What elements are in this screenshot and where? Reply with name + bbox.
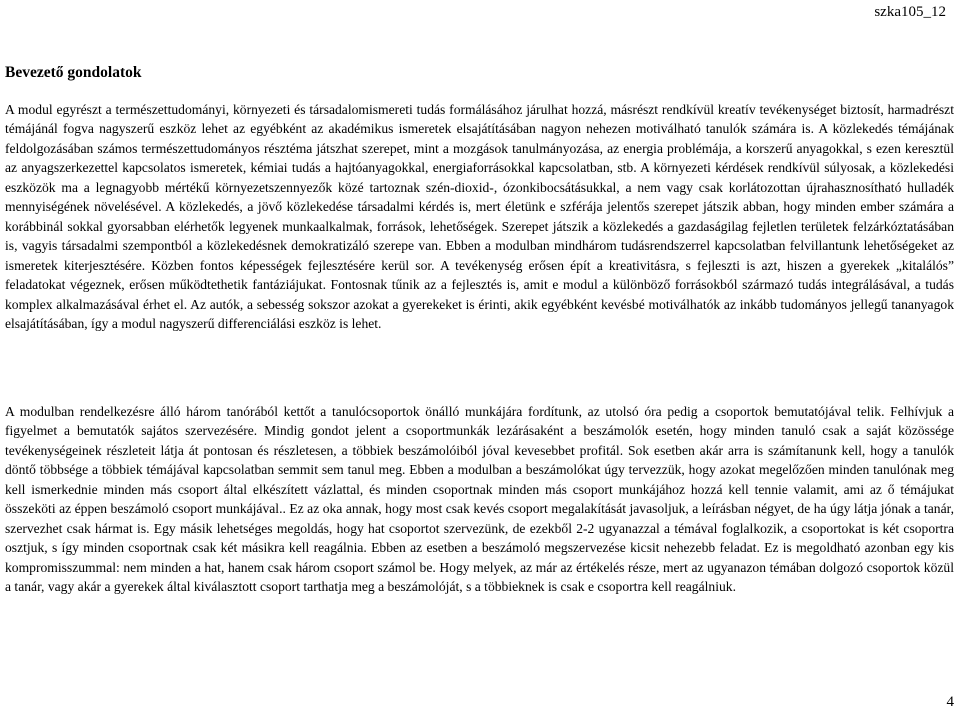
methods-paragraph: A modulban rendelkezésre álló három tanórából kettőt a tanulócsoportok önálló munkájára fordítunk, az utolsó óra pedig a csoportok bemutatójával telik. Felhívjuk a figyelmet a bemutatók sajátos szervezésére. Mindig gondot jelent a csoportmunkák lezárásaként a beszámolók esetén, hogy minden tanuló csak a saját közössége tevékenységeinek részleteit látja át pontosan és részletesen, a többiek beszámolóiból jóval kevesebbet profitál. Sok esetben akár arra is számítanunk kell, hogy a tanulók döntő többsége a többiek témájával kapcsolatban semmit sem tanul meg. Ebben a modulban a beszámolókat úgy tervezzük, hogy azokat megelőzően minden tanulónak meg kell ismerkednie minden más csoport által elkészített vázlattal, és minden csoportnak minden más csoport munkájához hozzá kell tennie valamit, ami az ő témájukat összeköti az éppen beszámoló csoport munkájával.. Ez az oka annak, hogy most csak kevés csoport megalakítását javasoljuk, a leírásban négyet, de ha úgy látja jónak a tanár, szervezhet csak hármat is. Egy másik lehetséges megoldás, hogy hat csoportot szervezünk, de ezekből 2-2 ugyanazzal a témával foglalkozik, a csoportokat is két csoportra osztjuk, s így minden csoportnak csak két másikra kell reagálnia. Ebben az esetben a beszámoló megszervezése kicsit nehezebb feladat. Ez is megoldható azonban egy kis kompromisszummal: nem minden a hat, hanem csak három csoport számol be. Hogy melyek, az már az értékelés része, mert az ugyanazon témában dolgozó csoportok közül a tanár, vagy akár a gyerekek által kiválasztott csoport tarthatja meg a beszámolóját, s a többieknek is csak e csoportra kell reagálniuk. xyxy=(5,404,954,595)
document-id: szka105_12 xyxy=(874,4,946,20)
section-title: Bevezető gondolatok xyxy=(5,64,142,81)
intro-paragraph: A modul egyrészt a természettudományi, környezeti és társadalomismereti tudás formálásához járulhat hozzá, másrészt rendkívül kreatív tevékenységet biztosít, harmadrészt témájánál fogva nagyszerű eszköz lehet az egyébként az akadémikus ismeretek elsajátításában nagyon nehezen motiválható tanulók számára is. A közlekedés témájának feldolgozásában számos természettudományos résztéma játszhat szerepet, mint a mozgások tanulmányozása, az energia problémája, a korszerű anyagokkal, s ezen keresztül az anyagszerkezettel kapcsolatos ismeretek, kémiai tudás a hajtóanyagokkal, energiaforrásokkal kapcsolatban, stb. A környezeti kérdések rendkívül súlyosak, a közlekedési eszközök ma a legnagyobb mértékű környezetszennyezők közé tartoznak szén-dioxid-, ózonkibocsátásukkal, a nem vagy csak korlátozottan újrahasznosítható hulladék mennyiségének növelésével. A közlekedés, a jövő közlekedése társadalmi kérdés is, mert életünk e szférája jelentős szerepet játszik abban, hogy minden ember számára a korábbinál sokkal gyorsabban elérhetők legyenek munkaalkalmak, források, lehetőségek. Szerepet játszik a közlekedés a gazdaságilag fejletlen területek felzárkóztatásában is, vagyis társadalmi szempontból a közlekedésnek demokratizáló szerepe van. Ebben a modulban mindhárom tudásrendszerrel kapcsolatban felvillantunk lehetőségeket az ismeretek kiterjesztésére. Közben fontos képességek fejlesztésére kerül sor. A tevékenység erősen épít a kreativitásra, s fejleszti is azt, hiszen a gyerekek „kitalálós” feladatokat végeznek, erősen működtethetik fantáziájukat. Fontosnak tűnik az a fejlesztés is, amit e modul a különböző forrásokból származó tudás integrálásával, a tudás komplex alkalmazásával érhet el. Az autók, a sebesség sokszor azokat a gyerekeket is érinti, akik egyébként kevésbé motiválhatók az inkább tudományos jellegű tananyagok elsajátításában, így a modul nagyszerű differenciálási eszköz is lehet. xyxy=(5,102,954,331)
page-number: 4 xyxy=(946,694,954,710)
